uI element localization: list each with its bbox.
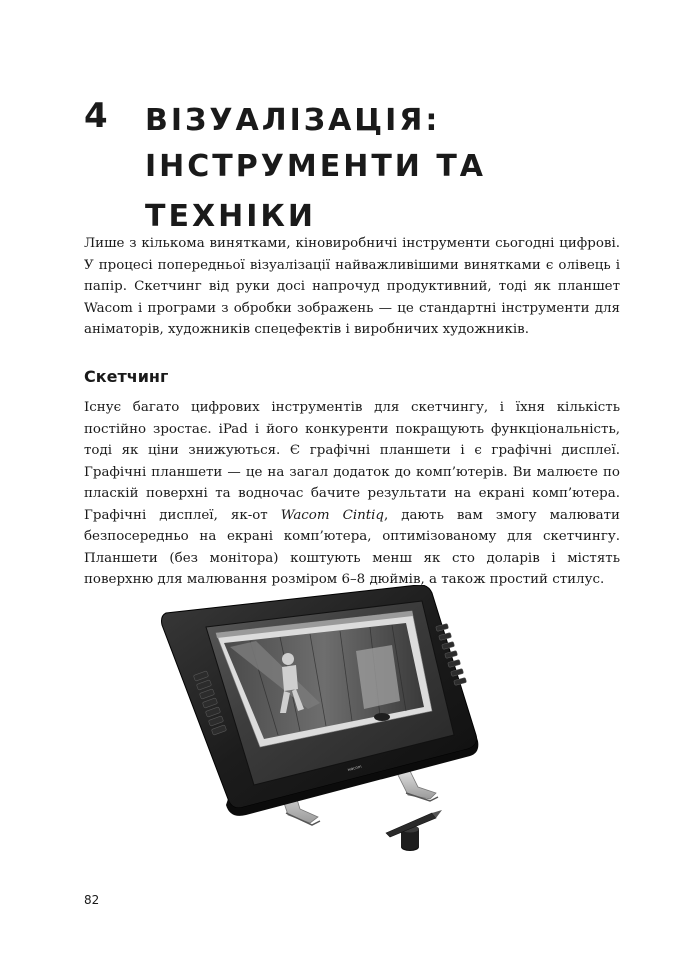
pen-display-illustration — [160, 585, 490, 865]
section-heading: Скетчинг — [84, 367, 169, 386]
sketching-paragraph-part-2: , дають вам змогу малювати безпосередньо на екрані комп’ютера, оптимізованому для скетчингу. Планшети (без монітора) коштують менш як сто доларів і містять поверхню для малювання розміром 6–8 дюймів, а також простий стилус. — [84, 507, 620, 587]
stylus-icon — [386, 810, 442, 851]
chapter-title-line-1: ВІЗУАЛІЗАЦІЯ: — [145, 103, 441, 138]
sketching-paragraph-part-1: Існує багато цифрових інструментів для скетчингу, і їхня кількість постійно зростає. iPad і його конкуренти покращують функціональність, тоді як ціни знижуються. Є графічні планшети і є графічні дисплеї. Графічні планшети — це на загал додаток до комп’ютерів. Ви малюєте по пласкій поверхні та водночас бачите результати на екрані комп’ютера. Графічні дисплеї, як-от — [84, 400, 620, 523]
chapter-number: 4 — [84, 96, 109, 136]
intro-paragraph: Лише з кількома винятками, кіновиробничі інструменти сьогодні цифрові. У процесі попередньої візуалізації найважливішими винятками є олівець і папір. Скетчинг від руки досі напрочуд продуктивний, тоді як планшет Wacom і програми з обробки зображень — це стандартні інструменти для аніматорів, художників спецефектів і виробничих художників. — [84, 236, 620, 337]
display-brand-label: wacom — [347, 763, 363, 772]
sketching-paragraph — [84, 397, 620, 591]
product-name-italic: Wacom Cintiq — [280, 507, 384, 523]
page-number: 82 — [84, 893, 100, 907]
chapter-title-line-2: ІНСТРУМЕНТИ ТА ТЕХНІКИ — [145, 149, 487, 234]
chapter-title — [145, 96, 645, 242]
pen-display-drawing — [160, 585, 490, 865]
